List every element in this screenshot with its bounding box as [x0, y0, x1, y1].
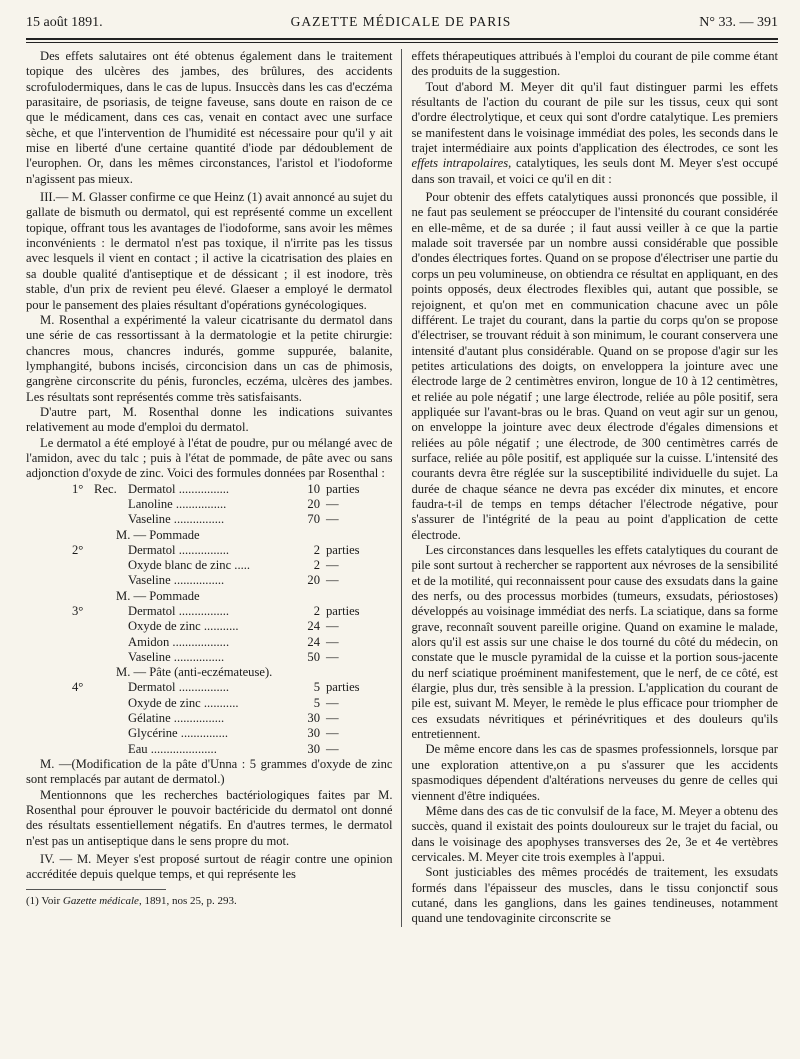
formula-number [26, 650, 90, 665]
ingredient-unit: — [326, 496, 339, 511]
ingredient-name: Vaseline ................ [128, 512, 225, 527]
formula-row [26, 711, 360, 726]
paragraph: Mentionnons que les recherches bactériologiques faites par M. Rosenthal pour éprouver le pouvoir bactéricide du dermatol ont donné des résultats essentiellement négatifs. En d'autres termes, le dermatol n'est pas un antiseptique dans le sens propre du mot. [26, 787, 393, 848]
formula-prefix [90, 635, 128, 650]
formula-number: 3° [72, 604, 84, 618]
formula-row [26, 696, 360, 711]
ingredient-unit: — [326, 649, 339, 664]
formula-row [26, 619, 360, 634]
ingredient-name: Gélatine ................ [128, 711, 225, 726]
ingredient-name: Oxyde de zinc ........... [128, 695, 239, 710]
formula-row [26, 650, 360, 665]
text-run: , catalytiques, les seuls dont M. Meyer s'est occupé dans son travail, et voici ce qu'il en dit : [411, 156, 779, 186]
ingredient-unit: — [326, 634, 339, 649]
ingredient-quantity: 5 [313, 695, 320, 710]
footnote-ref: , 1891, nos 25, p. 293. [138, 894, 237, 907]
ingredient-name: Oxyde de zinc ........... [128, 619, 239, 634]
text-run: Tout d'abord M. Meyer dit qu'il faut distinguer parmi les effets résultants de l'action du courant de pile sur les tissus, ceux qui sont d'ordre électrolytique, et ceux qui sont d'ordre catalytique. Les premiers se manifestent dans le voisinage immédiat des poles, les seconds dans le trajet intermédiaire aux points d'application des électrodes, ce sont les [411, 79, 778, 156]
footnote-text: (1) Voir [26, 894, 63, 907]
footnote-journal: Gazette médicale [62, 894, 139, 907]
ingredient-unit: — [326, 558, 339, 573]
formula-number [26, 742, 90, 757]
formula-prefix [90, 497, 128, 512]
paragraph: Des effets salutaires ont été obtenus également dans le traitement topique des ulcères des jambes, des brûlures, des accidents scrofulodermiques, dans le cas de lupus. Insuccès dans les cas d'eczéma parasitaire, de psoriasis, de teigne faveuse, sans doute en raison de ce que le médicament, dans ces cas, venait en contact avec une surface sèche, et que l'intervention de l'humidité est nécessaire pour qu'il y ait mise en liberté d'une certaine quantité d'iode par dédoublement de l'europhen. Or, dans les mêmes circonstances, l'aristol et l'iodoforme n'agissent pas mieux. [26, 49, 393, 186]
formula-number [26, 619, 90, 634]
formula-row [26, 512, 360, 527]
ingredient-unit: parties [326, 481, 360, 496]
formula-title: M. — Pommade [116, 588, 200, 603]
formula-prefix [90, 680, 128, 695]
formula-prefix [90, 711, 128, 726]
header-date: 15 août 1891. [26, 15, 103, 30]
ingredient-quantity: 10 [307, 481, 320, 496]
formula-number [26, 711, 90, 726]
formula-number [26, 573, 90, 588]
formula-number: 2° [72, 542, 84, 557]
ingredient-quantity: 50 [307, 649, 320, 664]
formula-number [26, 497, 90, 512]
ingredient-quantity: 24 [307, 619, 320, 634]
ingredient-quantity: 2 [313, 604, 320, 618]
paragraph: D'autre part, M. Rosenthal donne les indications suivantes relativement au mode d'emploi du dermatol. [26, 404, 393, 435]
ingredient-name: Vaseline ................ [128, 649, 225, 664]
ingredient-quantity: 5 [313, 680, 320, 695]
formula-number [26, 635, 90, 650]
ingredient-quantity: 2 [313, 542, 320, 557]
formula-row [26, 680, 360, 695]
ingredient-name: Dermatol ................ [128, 542, 230, 557]
running-header [26, 14, 778, 36]
ingredient-unit: — [326, 726, 339, 741]
formula-row [26, 742, 360, 757]
formula-row [26, 482, 360, 497]
ingredient-unit: parties [326, 542, 360, 557]
ingredient-name: Dermatol ................ [128, 481, 230, 496]
ingredient-quantity: 2 [313, 558, 320, 573]
ingredient-unit: — [326, 695, 339, 710]
formula-row [26, 497, 360, 512]
formula-title-row [26, 589, 360, 604]
paragraph: Pour obtenir des effets catalytiques aussi prononcés que possible, il ne faut pas seulement se préoccuper de l'intensité du courant considérée en elle-même, et de sa durée ; il faut aussi veiller à ce que la partie malade soit traversée par un nombre aussi considérable que possible d'ondes électriques fortes. Quand on se propose d'électriser une partie du corps un peu volumineuse, on obtiendra ce résultat en appliquant, en des points opposés, deux électrodes flexibles qui, autant que possible, se rejoignent, et qu'on met en communication chacune avec un pôle différent. Le trajet du courant, dans la partie du corps qu'on se propose d'électriser, se trouvant réduit à son minimum, le courant conservera une intensité d'autant plus considérable. Quand on se propose d'agir sur les petites articulations des doigts, on enveloppera la jointure avec une électrode large de 2 centimètres environ, longue de 10 à 12 centimètres, et reliée au pole négatif ; une large électrode, reliée au pôle positif, sera appliquée sur l'avant-bras ou le bras. Quand on veut agir sur un genou, on enveloppe la jointure avec deux électrode d'égales dimensions et reliées au pôle négatif ; une électrode, de 300 centimètres carrés de surface, reliée au pôle positif, est appliquée sur la cuisse. L'intensité des courants devra être réglée sur la susceptibilité individuelle du sujet. La durée de chaque séance ne devra pas excéder dix minutes, et encore faudra-t-il de temps en temps détacher l'électrode négative, pour s'assurer de l'intégrité de la peau au point d'application de cette électrode. [411, 190, 778, 542]
formula-title: M. — Pâte (anti-eczémateuse). [116, 665, 273, 680]
right-column [401, 49, 779, 927]
header-rule [26, 38, 778, 43]
ingredient-name: Glycérine ............... [128, 726, 229, 741]
formula-prefix [90, 604, 128, 619]
paragraph [412, 80, 779, 187]
paragraph: De même encore dans les cas de spasmes professionnels, lorsque par une exploration attentive,on a pu s'assurer que les accidents spasmodiques dépendent d'altérations nerveuses du genre de celles qui viennent d'être indiquées. [411, 742, 778, 803]
ingredient-name: Amidon .................. [128, 634, 230, 649]
ingredient-quantity: 30 [307, 711, 320, 726]
ingredient-name: Dermatol ................ [128, 680, 230, 695]
ingredient-unit: — [326, 512, 339, 527]
ingredient-quantity: 30 [307, 726, 320, 741]
formula-number: 4° [72, 680, 84, 695]
ingredient-name: Oxyde blanc de zinc ..... [128, 558, 251, 573]
formula-number [26, 696, 90, 711]
formula-row [26, 604, 360, 619]
footnote [26, 889, 237, 908]
left-column [26, 49, 401, 927]
paragraph: M. Rosenthal a expérimenté la valeur cicatrisante du dermatol dans une série de cas ressortissant à la dermatologie et la petite chirurgie: chancres mous, chancres indurés, gomme suppurée, balanite, lymphangité, bubons incisés, circoncision dans un cas de phimosis, gangrène circonscrite du pénis, furoncles, eczéma, ulcères des jambes. Les résultats sont représentés comme très satisfaisants. [26, 312, 393, 404]
ingredient-quantity: 20 [307, 573, 320, 588]
formula-prefix [90, 742, 128, 757]
ingredient-name: Dermatol ................ [128, 604, 230, 618]
ingredient-quantity: 70 [307, 512, 320, 527]
formula-prefix [90, 512, 128, 527]
two-column-body [26, 49, 778, 927]
formula-prefix [90, 573, 128, 588]
ingredient-unit: — [326, 711, 339, 726]
ingredient-quantity: 24 [307, 634, 320, 649]
formula-number: 1° [72, 481, 84, 496]
formula-prefix [90, 543, 128, 558]
ingredient-name: Eau ..................... [128, 741, 217, 756]
ingredient-unit: — [326, 741, 339, 756]
ingredient-quantity: 20 [307, 496, 320, 511]
formula-prefix [90, 558, 128, 573]
formula-title-row [26, 528, 360, 543]
italic-term: effets intrapolaires [411, 156, 509, 171]
formula-table [26, 482, 360, 757]
formula-prefix [90, 696, 128, 711]
paragraph: Le dermatol a été employé à l'état de poudre, pur ou mélangé avec de l'amidon, avec du talc ; puis à l'état de pommade, de pâte avec ou sans adjonction d'oxyde de zinc. Voici des formules données par Rosenthal : [26, 435, 393, 481]
paragraph: M. —(Modification de la pâte d'Unna : 5 grammes d'oxyde de zinc sont remplacés par autant de dermatol.) [26, 756, 393, 787]
formula-number [26, 726, 90, 741]
formula-row [26, 573, 360, 588]
formula-prefix [90, 650, 128, 665]
paragraph: IV. — M. Meyer s'est proposé surtout de réagir contre une opinion accréditée depuis quelque temps, et qui représente les [26, 852, 393, 882]
journal-title: GAZETTE MÉDICALE DE PARIS [290, 14, 512, 29]
page-number: N° 33. — 391 [699, 15, 778, 30]
ingredient-unit: — [326, 573, 339, 588]
ingredient-name: Lanoline ................ [128, 496, 227, 511]
paragraph: Sont justiciables des mêmes procédés de traitement, les exsudats formés dans l'épaisseur des muscles, dans le tissu conjonctif sous cutané, dans les ganglions, dans les gaines tendineuses, notamment quand une tendovaginite circonscrite se [411, 865, 778, 926]
ingredient-unit: parties [326, 680, 360, 695]
formula-prefix: Rec. [94, 481, 117, 496]
formula-title: M. — Pommade [116, 527, 200, 542]
paragraph: Les circonstances dans lesquelles les effets catalytiques du courant de pile sont surtout à rechercher se rapportent aux névroses de la sensibilité et de la motilité, qui reconnaissent pour cause des exsudats dans la gaine des nerfs, ou des processus morbides (tumeurs, exsudats, périostoses) développés au voisinage immédiat des nerfs. La sciatique, dans sa forme grave, reconnaît souvent pareille origine. Quand on examine le malade, alors qu'il est assis sur une chaise le dos tourné du côté du médecin, on constate que le muscle pyramidal de la cuisse et la portion sous-jacente du nerf sciatique proéminent manifestement, que le nerf, de ce côté, est élargie, plus dur, très sensible à la pression. L'application du courant de pile est, suivant M. Meyer, le remède le plus efficace pour triompher de ces exsudats névritiques et périnévritiques et des douleurs qu'ils entretiennent. [411, 543, 778, 742]
formula-row [26, 635, 360, 650]
paragraph: III.— M. Glasser confirme ce que Heinz (1) avait annoncé au sujet du gallate de bismuth ou dermatol, qui est représenté comme un excellent topique, offrant tous les avantages de l'iodoforme, sans avoir les mêmes inconvénients : le dermatol n'est pas toxique, il n'irrite pas les tissus avec lesquels il vient en contact ; il active la cicatrisation des plaies en sa double qualité d'antiseptique et de déssicant ; il est inodore, très stable, d'un prix de revient peu élevé. Glaeser a employé le dermatol pour le pansement des plaies résultant d'opérations gynécologiques. [26, 190, 393, 312]
formula-prefix [90, 619, 128, 634]
formula-number [26, 558, 90, 573]
ingredient-quantity: 30 [307, 741, 320, 756]
formula-row [26, 726, 360, 741]
paragraph: Même dans des cas de tic convulsif de la face, M. Meyer a obtenu des succès, quand il existait des points douloureux sur le trajet du facial, ou dans le voisinage des apophyses transverses des 2e, 3e et 4e vertèbres cervicales. M. Meyer cite trois exemples à l'appui. [411, 803, 779, 864]
formula-row [26, 558, 360, 573]
formula-prefix [90, 726, 128, 741]
paragraph: effets thérapeutiques attribués à l'emploi du courant de pile comme étant des produits de la suggestion. [411, 49, 778, 79]
ingredient-unit: parties [326, 604, 360, 618]
formula-number [26, 512, 90, 527]
ingredient-name: Vaseline ................ [128, 573, 225, 588]
formula-title-row [26, 665, 360, 680]
formula-row [26, 543, 360, 558]
ingredient-unit: — [326, 619, 339, 634]
